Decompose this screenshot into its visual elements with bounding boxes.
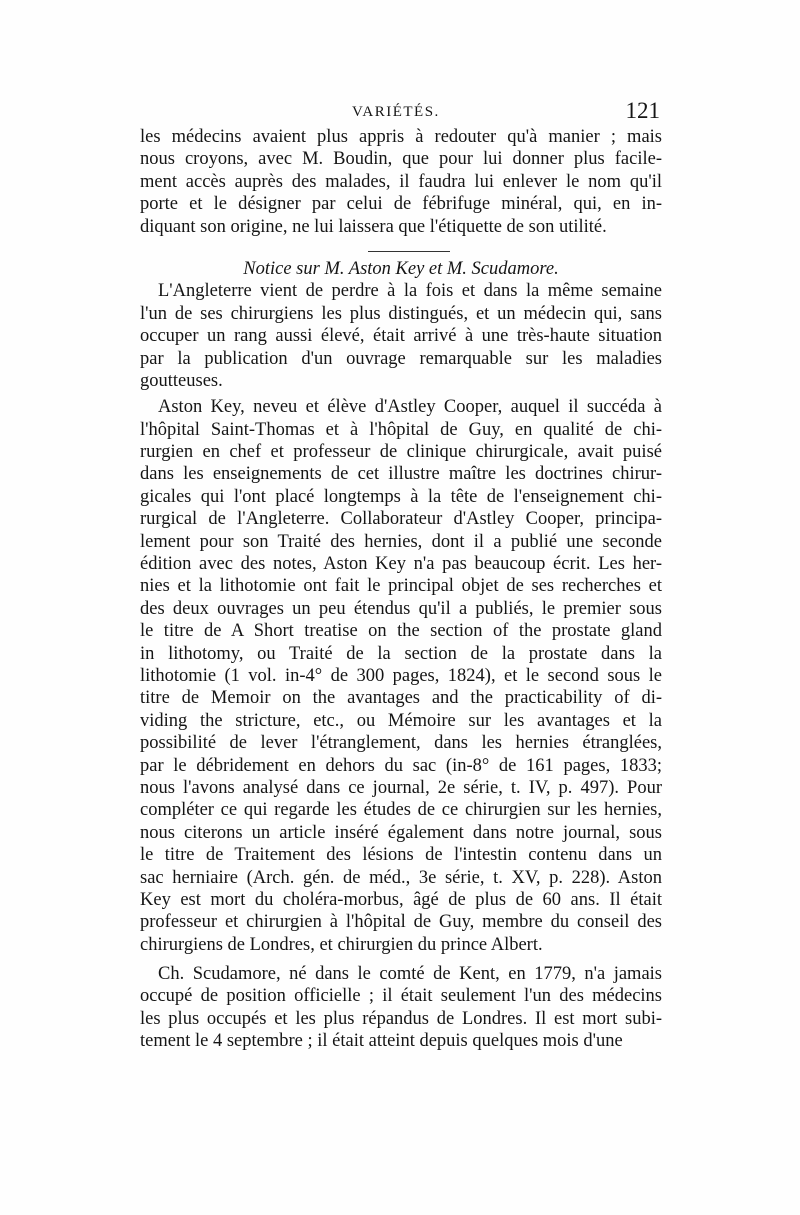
text-line: nies et la lithotomie ont fait le principal objet de ses recherches et [140,576,662,597]
text-line: par le débridement en dehors du sac (in-8° de 161 pages, 1833; [140,755,662,776]
text-line: le titre de A Short treatise on the section of the prostate gland [140,621,662,642]
text-line: Key est mort du choléra-morbus, âgé de plus de 60 ans. Il était [140,889,662,910]
text-line: lithotomie (1 vol. in-4° de 300 pages, 1824), et le second sous le [140,665,662,686]
running-title: VARIÉTÉS. [352,104,440,120]
text-line: ment accès auprès des malades, il faudra lui enlever le nom qu'il [140,171,662,192]
text-line: occupé de position officielle ; il était seulement l'un des médecins [140,986,662,1007]
paragraph-fever-remedy [140,126,662,238]
text-line: porte et le désigner par celui de fébrifuge minéral, qui, en in- [140,194,662,215]
text-line: in lithotomy, ou Traité de la section de la prostate dans la [140,643,662,664]
page-header [140,98,660,128]
paragraph-aston-key [140,396,662,956]
text-line: l'hôpital Saint-Thomas et à l'hôpital de Guy, en qualité de chi- [140,419,662,440]
section-divider [368,251,450,252]
text-line: les médecins avaient plus appris à redouter qu'à manier ; mais [140,127,662,147]
text-line: lement pour son Traité des hernies, dont il a publié une seconde [140,531,662,552]
text-line: des deux ouvrages un peu étendus qu'il a publiés, le premier sous [140,598,662,619]
text-line: les plus occupés et les plus répandus de Londres. Il est mort subi- [140,1008,662,1029]
paragraph-intro [140,280,662,392]
text-line: édition avec des notes, Aston Key n'a pas beaucoup écrit. Les her- [140,554,662,575]
notice-title: Notice sur M. Aston Key et M. Scudamore. [243,258,559,279]
text-line: gicales qui l'ont placé longtemps à la tête de l'enseignement chi- [140,486,662,507]
page-number: 121 [625,98,660,123]
text-line: dans les enseignements de cet illustre maître les doctrines chirur- [140,464,662,485]
text-line: sac herniaire (Arch. gén. de méd., 3e série, t. XV, p. 228). Aston [140,867,662,888]
text-line: diquant son origine, ne lui laissera que l'étiquette de son utilité. [140,216,607,237]
text-line: nous citerons un article inséré également dans notre journal, sous [140,822,662,843]
text-line: occuper un rang aussi élevé, était arrivé à une très-haute situation [140,326,662,347]
text-line: tement le 4 septembre ; il était atteint depuis quelques mois d'une [140,1031,623,1052]
text-line: Aston Key, neveu et élève d'Astley Cooper, auquel il succéda à [158,397,662,418]
text-line: compléter ce qui regarde les études de ce chirurgien sur les hernies, [140,800,662,821]
text-line: possibilité de lever l'étranglement, dans les hernies étranglées, [140,733,662,754]
text-line: viding the stricture, etc., ou Mémoire sur les avantages et la [140,710,662,731]
paragraph-scudamore [140,963,662,1053]
text-line: L'Angleterre vient de perdre à la fois et dans la même semaine [158,281,662,302]
text-line: rurgical de l'Angleterre. Collaborateur d'Astley Cooper, principa- [140,509,662,530]
text-line: le titre de Traitement des lésions de l'intestin contenu dans un [140,845,662,866]
text-line: nous l'avons analysé dans ce journal, 2e série, t. IV, p. 497). Pour [140,777,662,798]
text-line: par la publication d'un ouvrage remarquable sur les maladies [140,348,662,369]
text-line: goutteuses. [140,370,223,391]
text-line: rurgien en chef et professeur de clinique chirurgicale, avait puisé [140,442,662,463]
text-line: professeur et chirurgien à l'hôpital de Guy, membre du conseil des [140,912,662,933]
text-line: chirurgiens de Londres, et chirurgien du prince Albert. [140,934,543,955]
text-line: Ch. Scudamore, né dans le comté de Kent, en 1779, n'a jamais [158,964,662,985]
text-line: l'un de ses chirurgiens les plus distingués, et un médecin qui, sans [140,303,662,324]
page-body [140,126,662,1053]
text-line: titre de Memoir on the avantages and the practicability of di- [140,688,662,709]
text-line: nous croyons, avec M. Boudin, que pour lui donner plus facile- [140,149,662,170]
